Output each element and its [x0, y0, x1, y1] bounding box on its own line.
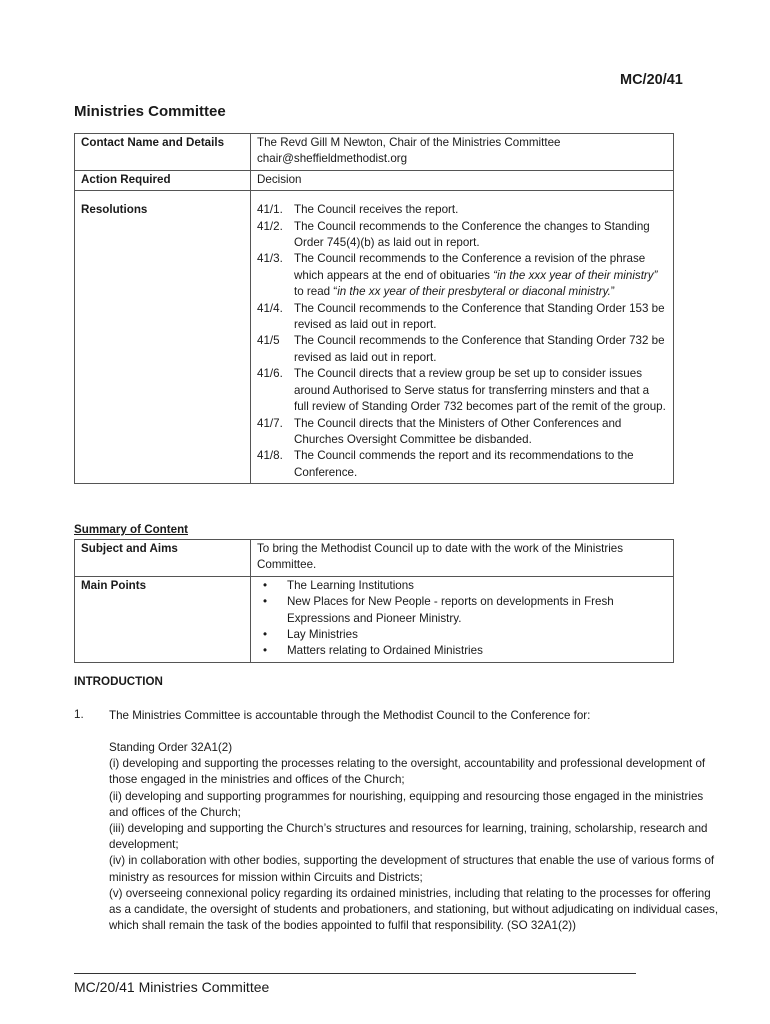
main-point-item	[257, 594, 667, 627]
resolutions-row	[75, 191, 674, 484]
main-point-text: The Learning Institutions	[287, 578, 414, 592]
resolution-text: The Council recommends to the Conference that Standing Order 732 be revised as laid out in report.	[294, 334, 665, 364]
cover-table	[74, 133, 674, 484]
resolution-text: The Council recommends to the Conference that Standing Order 153 be revised as laid out in report.	[294, 301, 665, 332]
main-point-text: Matters relating to Ordained Ministries	[287, 644, 483, 658]
document-reference: MC/20/41	[620, 72, 683, 88]
contact-label: Contact Name and Details	[75, 134, 251, 171]
resolution-text: The Council commends the report and its recommendations to the Conference.	[294, 449, 634, 479]
bullet-icon: •	[263, 644, 268, 658]
main-point-item	[257, 578, 667, 594]
contact-email[interactable]: chair@sheffieldmethodist.org	[257, 152, 408, 166]
main-points-label: Main Points	[75, 576, 251, 662]
standing-order-item: (iii) developing and supporting the Church’s structures and resources for learning, training, scholarship, research and development;	[109, 822, 708, 852]
standing-order-block	[109, 740, 719, 934]
resolution-number: 41/6.	[257, 367, 283, 381]
paragraph-number: 1.	[74, 708, 84, 721]
resolution-number: 41/7.	[257, 416, 283, 430]
resolution-text: The Council receives the report.	[294, 203, 459, 217]
resolution-text: The Council directs that a review group be set up to consider issues around Authorised to Serve status for transferring minsters and that a full review of Standing Order 732 becomes part of the remit of the group.	[294, 367, 666, 414]
main-point-item	[257, 643, 667, 659]
resolution-number: 41/2.	[257, 219, 283, 233]
resolution-text-part: to read “	[294, 285, 338, 299]
resolution-text-part: The Council recommends to the Conference a revision of the phrase which appears at the end of obituaries	[294, 252, 646, 282]
resolution-number: 41/3.	[257, 252, 283, 266]
main-point-item	[257, 627, 667, 643]
subject-value: To bring the Methodist Council up to date with the work of the Ministries Committee.	[251, 540, 674, 577]
resolution-item	[257, 366, 667, 415]
subject-row	[75, 540, 674, 577]
document-title: Ministries Committee	[74, 103, 226, 120]
bullet-icon: •	[263, 595, 268, 609]
contact-row	[75, 134, 674, 171]
resolution-item	[257, 333, 667, 366]
action-label: Action Required	[75, 170, 251, 190]
resolution-item	[257, 219, 667, 252]
main-points-cell	[251, 576, 674, 662]
contact-name: The Revd Gill M Newton, Chair of the Ministries Committee	[257, 136, 561, 149]
resolution-text: The Council recommends to the Conference the changes to Standing Order 745(4)(b) as laid out in report.	[294, 219, 650, 250]
footer-divider	[74, 973, 636, 974]
main-points-list	[257, 578, 667, 660]
resolution-text: The Council directs that the Ministers of Other Conferences and Churches Oversight Committee be disbanded.	[294, 416, 622, 446]
resolutions-cell	[251, 191, 674, 484]
resolution-item	[257, 416, 667, 449]
resolution-item	[257, 301, 667, 334]
resolution-number: 41/8.	[257, 449, 283, 463]
contact-details	[251, 134, 674, 171]
resolution-item	[257, 448, 667, 481]
summary-heading: Summary of Content	[74, 523, 189, 536]
bullet-icon: •	[263, 578, 268, 592]
resolution-number: 41/5	[257, 334, 280, 348]
resolution-text	[294, 251, 667, 300]
resolution-number: 41/1.	[257, 203, 283, 217]
resolution-number: 41/4.	[257, 301, 283, 315]
main-point-text: New Places for New People - reports on developments in Fresh Expressions and Pioneer Ministry.	[287, 595, 614, 625]
resolutions-list	[257, 202, 667, 481]
resolution-quote-current: “in the xxx year of their ministry”	[493, 268, 658, 282]
standing-order-item: (i) developing and supporting the processes relating to the oversight, accountability and professional development of those engaged in the ministries and offices of the Church;	[109, 757, 706, 787]
resolution-text-part: ”	[610, 285, 615, 299]
resolution-quote-proposed: in the xx year of their presbyteral or diaconal ministry.	[337, 285, 611, 299]
footer-text: MC/20/41 Ministries Committee	[74, 979, 270, 995]
main-point-text: Lay Ministries	[287, 628, 358, 642]
paragraph-text: The Ministries Committee is accountable through the Methodist Council to the Conference for:	[109, 709, 591, 722]
resolution-item	[257, 202, 667, 218]
standing-order-item: (v) overseeing connexional policy regarding its ordained ministries, including that relating to the processes for offering as a candidate, the oversight of students and probationers, and stationing, but without adjudicating on individual cases, which shall remain the task of the bodies appointed to fulfil that responsibility. (SO 32A1(2))	[109, 886, 719, 933]
standing-order-item: (ii) developing and supporting programmes for nourishing, equipping and resourcing those engaged in the ministries and offices of the Church;	[109, 789, 704, 819]
action-value: Decision	[251, 170, 674, 190]
resolution-item	[257, 251, 667, 300]
summary-table	[74, 539, 674, 663]
subject-label: Subject and Aims	[75, 540, 251, 577]
bullet-icon: •	[263, 628, 268, 642]
main-points-row	[75, 576, 674, 662]
action-row	[75, 170, 674, 190]
standing-order-item: (iv) in collaboration with other bodies, supporting the development of structures that enable the use of various forms of ministry as resources for mission within Circuits and Districts;	[109, 854, 715, 884]
standing-order-heading: Standing Order 32A1(2)	[109, 741, 233, 754]
introduction-heading: INTRODUCTION	[74, 675, 163, 688]
resolutions-label: Resolutions	[75, 191, 251, 484]
